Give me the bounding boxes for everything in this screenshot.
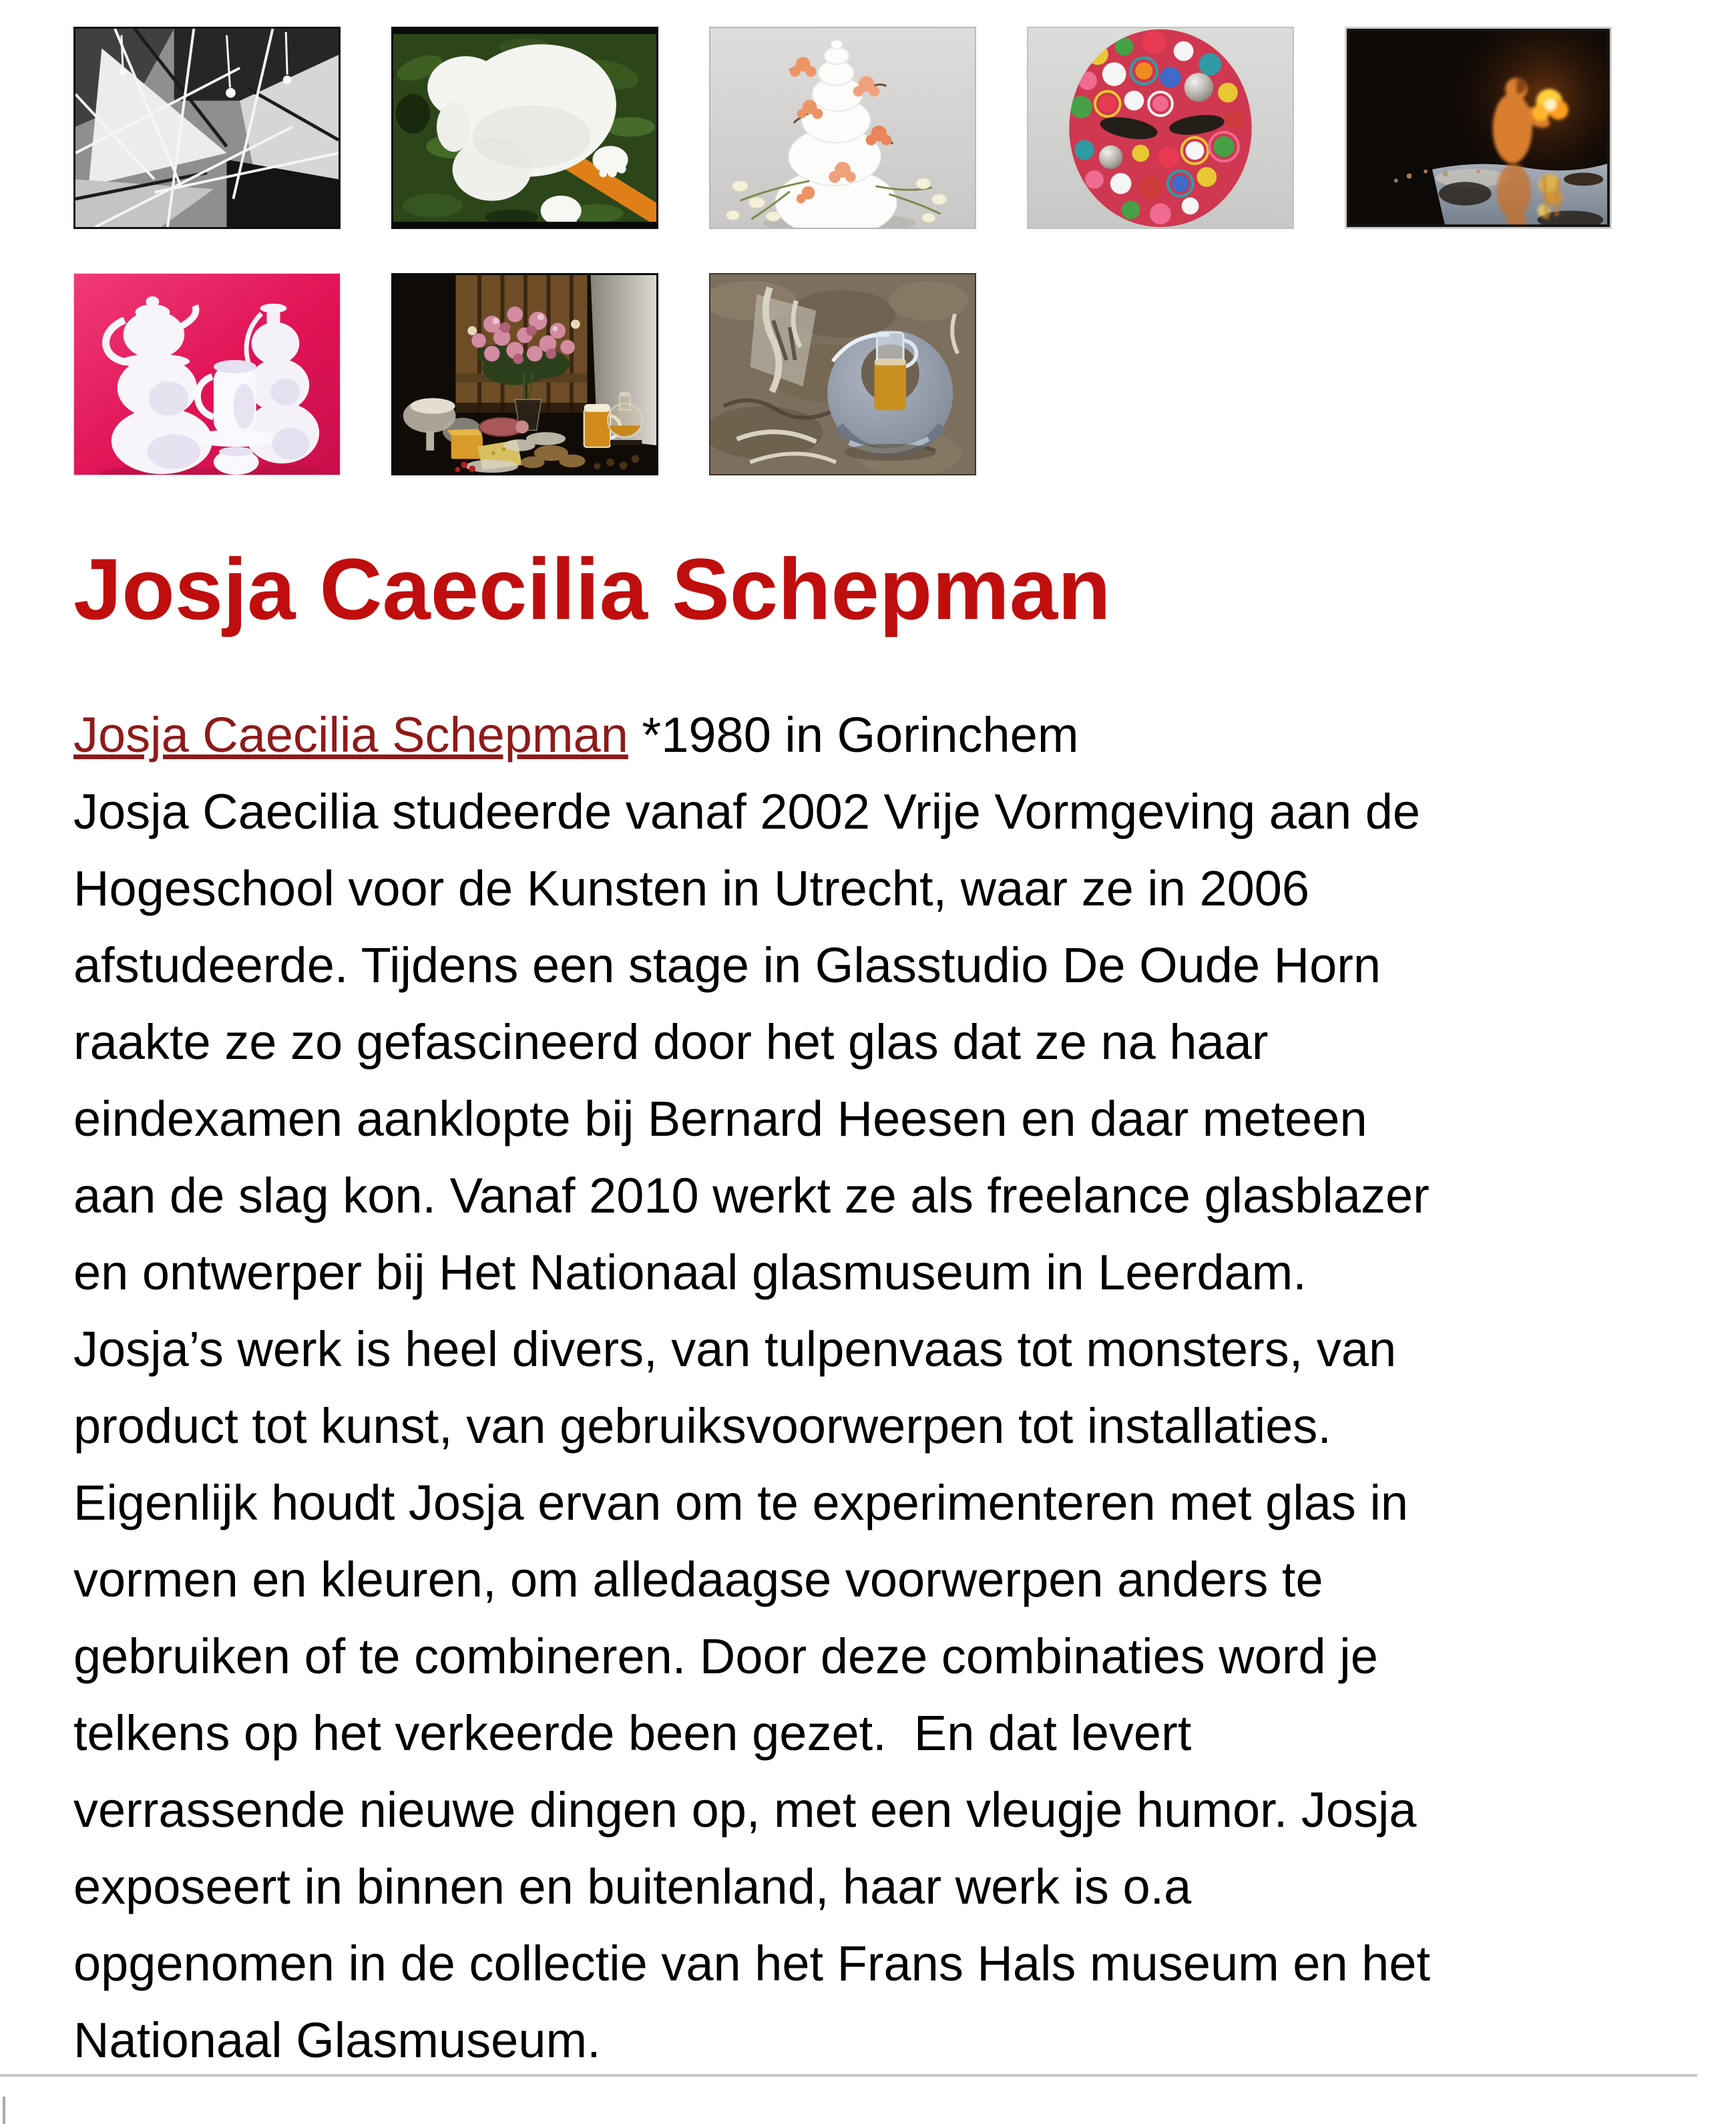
bio-line: Josja’s werk is heel divers, van tulpenvaas tot monsters, van (73, 1321, 1397, 1377)
fire-figure-water-image (1347, 29, 1610, 227)
artist-name-link[interactable]: Josja Caecilia Schepman (73, 707, 628, 763)
bio-line: exposeert in binnen en buitenland, haar werk is o.a (73, 1859, 1192, 1914)
bio-line: eindexamen aanklopte bij Bernard Heesen en daar meteen (73, 1091, 1367, 1146)
white-pots-pink-image (74, 274, 340, 475)
bio-line: Nationaal Glasmuseum. (73, 2012, 601, 2068)
bw-glass-installation-image (75, 29, 339, 227)
glass-object-in-water-image (710, 274, 975, 474)
bio-line: Josja Caecilia studeerde vanaf 2002 Vrije Vormgeving aan de (73, 784, 1421, 839)
thumbnail-colorful-button-mask[interactable] (1027, 27, 1294, 229)
thumbnail-glass-object-in-water[interactable] (709, 273, 976, 475)
colorful-button-mask-image (1028, 28, 1293, 228)
white-rabbit-carrot-image (393, 29, 656, 227)
bio-line: Hogeschool voor de Kunsten in Utrecht, waar ze in 2006 (73, 861, 1310, 916)
bio-line: telkens op het verkeerde been gezet. En dat levert (73, 1705, 1192, 1761)
bio-line: Eigenlijk houdt Josja ervan om te experimenteren met glas in (73, 1475, 1409, 1530)
bio-line: verrassende nieuwe dingen op, met een vleugje humor. Josja (73, 1782, 1417, 1838)
bio-line: opgenomen in de collectie van het Frans Hals museum en het (73, 1936, 1431, 1991)
bio-line: vormen en kleuren, om alledaagse voorwerpen anders te (73, 1552, 1323, 1607)
bottom-divider (0, 2074, 1697, 2077)
thumbnail-white-rabbit-carrot[interactable] (391, 27, 658, 229)
thumbnail-bw-glass-installation[interactable] (73, 27, 341, 229)
thumbnail-fire-figure-water[interactable] (1345, 27, 1612, 229)
still-life-roses-beer-image (393, 275, 656, 473)
thumbnail-white-pots-pink[interactable] (73, 273, 341, 475)
bio-line: gebruiken of te combineren. Door deze combinaties word je (73, 1629, 1378, 1684)
bio-line: en ontwerper bij Het Nationaal glasmuseum in Leerdam. (73, 1245, 1307, 1300)
bio-line: aan de slag kon. Vanaf 2010 werkt ze als freelance glasblazer (73, 1168, 1430, 1223)
bio-line: afstudeerde. Tijdens een stage in Glasstudio De Oude Horn (73, 937, 1381, 993)
thumbnail-white-tower-flowers[interactable] (709, 27, 976, 229)
bio-line-intro (73, 696, 1689, 773)
page-title: Josja Caecilia Schepman (73, 540, 1111, 638)
bio-line: product tot kunst, van gebruiksvoorwerpen tot installaties. (73, 1398, 1331, 1454)
biography-paragraph (73, 696, 1689, 2079)
page-content (73, 27, 1689, 2079)
birth-info-text: *1980 in Gorinchem (628, 707, 1079, 763)
bottom-box-left-border (3, 2097, 5, 2124)
thumbnail-gallery (73, 27, 1676, 475)
bio-line: raakte ze zo gefascineerd door het glas dat ze na haar (73, 1014, 1269, 1070)
white-tower-flowers-image (710, 28, 975, 228)
thumbnail-still-life-roses-beer[interactable] (391, 273, 658, 475)
